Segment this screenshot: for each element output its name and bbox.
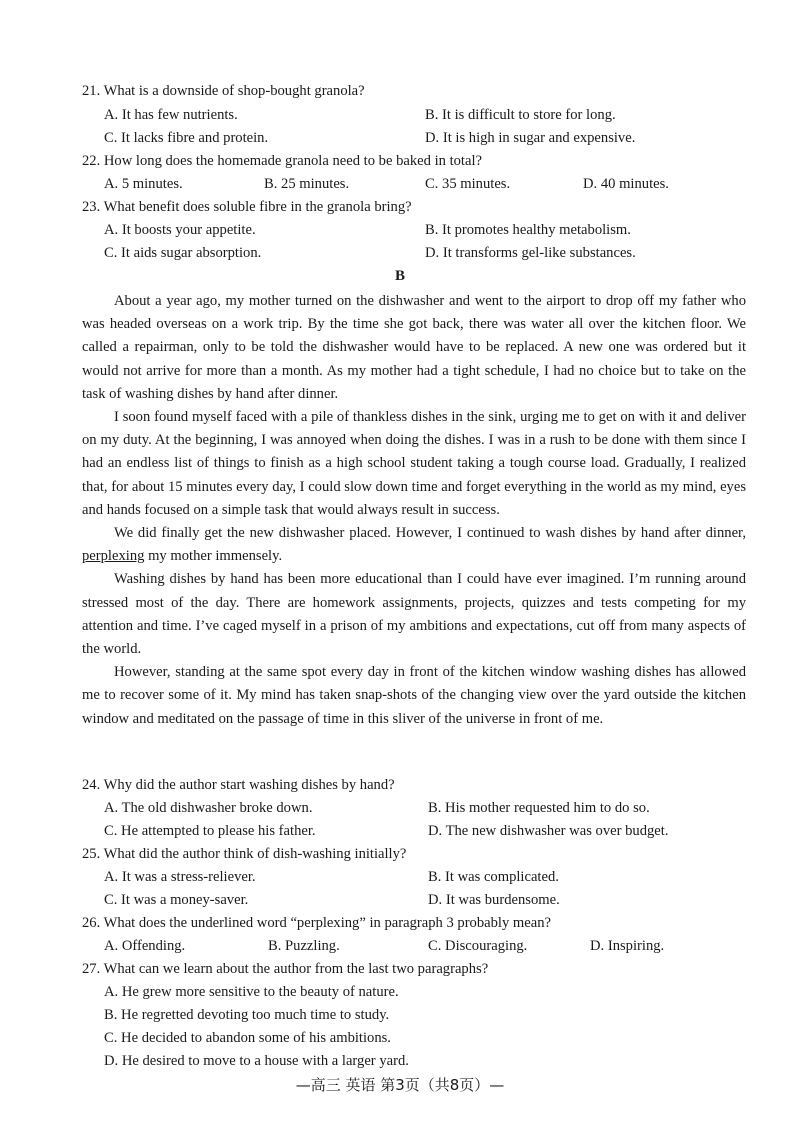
q26-option-b: B. Puzzling. bbox=[268, 938, 340, 954]
passage-paragraph-3 bbox=[82, 522, 746, 568]
q27-option-a: A. He grew more sensitive to the beauty of nature. bbox=[104, 984, 399, 1000]
question-23-stem: 23. What benefit does soluble fibre in the granola bring? bbox=[82, 199, 412, 215]
question-22-stem: 22. How long does the homemade granola need to be baked in total? bbox=[82, 153, 482, 169]
q22-option-b: B. 25 minutes. bbox=[264, 176, 350, 192]
q21-option-d: D. It is high in sugar and expensive. bbox=[425, 130, 636, 146]
q21-option-b: B. It is difficult to store for long. bbox=[425, 107, 616, 123]
q21-option-a: A. It has few nutrients. bbox=[104, 107, 238, 123]
question-24-stem: 24. Why did the author start washing dishes by hand? bbox=[82, 777, 395, 793]
underlined-word: perplexing bbox=[82, 548, 145, 565]
q23-option-a: A. It boosts your appetite. bbox=[104, 222, 256, 238]
q26-option-a: A. Offending. bbox=[104, 938, 186, 954]
question-25-stem: 25. What did the author think of dish-washing initially? bbox=[82, 846, 407, 862]
q22-option-d: D. 40 minutes. bbox=[583, 176, 669, 192]
q27-option-b: B. He regretted devoting too much time to study. bbox=[104, 1007, 390, 1023]
q24-option-d: D. The new dishwasher was over budget. bbox=[428, 823, 669, 839]
passage-paragraph-5: However, standing at the same spot every day in front of the kitchen window washing dishes has allowed me to recover some of it. My mind has taken snap-shots of the changing view over the yard outside the kitchen window and meditated on the passage of time in this sliver of the universe in front of me. bbox=[82, 664, 746, 727]
q21-option-c: C. It lacks fibre and protein. bbox=[104, 130, 269, 146]
q22-option-a: A. 5 minutes. bbox=[104, 176, 183, 192]
p3-text-before: We did finally get the new dishwasher placed. However, I continued to wash dishes by hand after dinner, bbox=[114, 525, 746, 542]
q24-option-c: C. He attempted to please his father. bbox=[104, 823, 316, 839]
section-heading: B bbox=[394, 268, 405, 284]
q25-option-a: A. It was a stress-reliever. bbox=[104, 869, 256, 885]
passage-paragraph-4: Washing dishes by hand has been more educational than I could have ever imagined. I’m running around stressed most of the day. There are homework assignments, projects, quizzes and tests competing for my attention and time. I’ve caged myself in a prison of my ambitions and expectations, cut off from many aspects of the world. bbox=[82, 571, 746, 658]
question-27-stem: 27. What can we learn about the author from the last two paragraphs? bbox=[82, 961, 489, 977]
q22-option-c: C. 35 minutes. bbox=[425, 176, 511, 192]
q25-option-c: C. It was a money-saver. bbox=[104, 892, 249, 908]
p3-text-after: my mother immensely. bbox=[144, 548, 283, 565]
q27-option-c: C. He decided to abandon some of his ambitions. bbox=[104, 1030, 391, 1046]
q23-option-d: D. It transforms gel-like substances. bbox=[425, 245, 636, 261]
q23-option-c: C. It aids sugar absorption. bbox=[104, 245, 262, 261]
question-21-stem: 21. What is a downside of shop-bought granola? bbox=[82, 83, 365, 99]
q24-option-a: A. The old dishwasher broke down. bbox=[104, 800, 313, 816]
q26-option-d: D. Inspiring. bbox=[590, 938, 665, 954]
q25-option-d: D. It was burdensome. bbox=[428, 892, 560, 908]
q24-option-b: B. His mother requested him to do so. bbox=[428, 800, 650, 816]
question-26-stem: 26. What does the underlined word “perplexing” in paragraph 3 probably mean? bbox=[82, 915, 552, 931]
passage-paragraph-2: I soon found myself faced with a pile of thankless dishes in the sink, urging me to get on with it and deliver on my duty. At the beginning, I was annoyed when doing the dishes. I was in a rush to be done with them since I had an endless list of things to finish as a high school student taking a tough course load. Gradually, I realized that, for about 15 minutes every day, I could slow down time and forget everything in the world as my mind, eyes and hands focused on a simple task that would always result in success. bbox=[82, 409, 746, 518]
q23-option-b: B. It promotes healthy metabolism. bbox=[425, 222, 631, 238]
page-footer: —高三 英语 第3页（共8页）— bbox=[295, 1076, 505, 1094]
q27-option-d: D. He desired to move to a house with a larger yard. bbox=[104, 1053, 409, 1069]
reading-passage bbox=[82, 290, 746, 731]
q26-option-c: C. Discouraging. bbox=[428, 938, 528, 954]
q25-option-b: B. It was complicated. bbox=[428, 869, 559, 885]
passage-paragraph-1: About a year ago, my mother turned on the dishwasher and went to the airport to drop off my father who was headed overseas on a work trip. By the time she got back, there was water all over the kitchen floor. We called a repairman, only to be told the dishwasher would have to be replaced. A new one was ordered but it would not arrive for more than a month. As my mother had a tight schedule, I had no choice but to take on the task of washing dishes by hand after dinner. bbox=[82, 293, 746, 402]
